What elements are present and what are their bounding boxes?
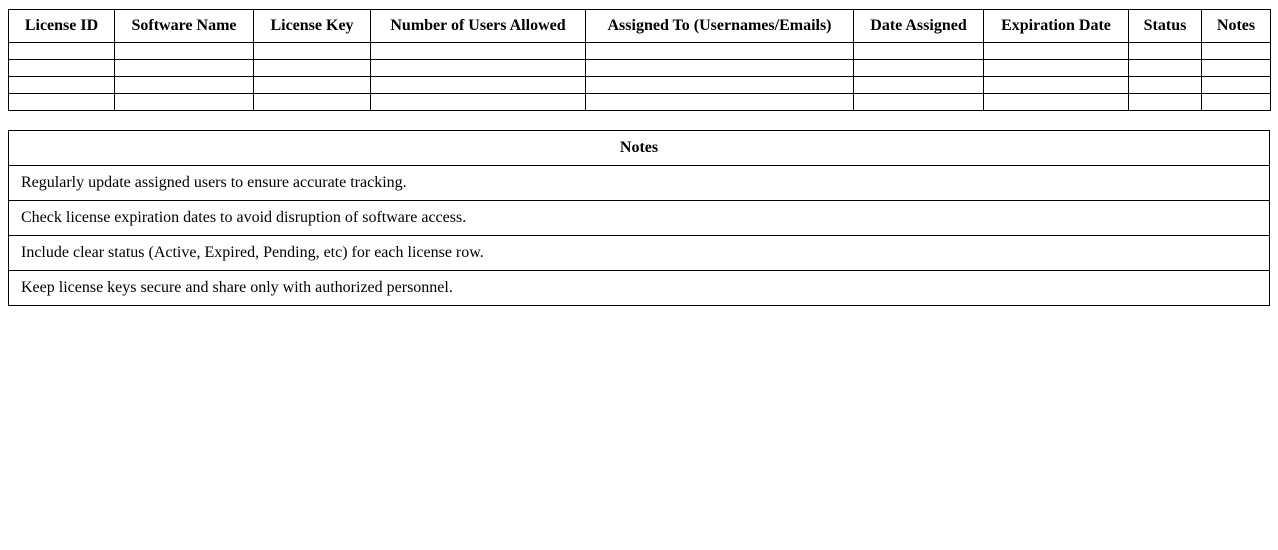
table-cell[interactable] [984, 43, 1129, 60]
table-cell[interactable] [1129, 94, 1202, 111]
table-cell[interactable] [854, 94, 984, 111]
table-row [9, 43, 1271, 60]
table-cell[interactable] [254, 60, 371, 77]
table-cell[interactable] [115, 77, 254, 94]
header-license-key: License Key [254, 10, 371, 43]
table-row [9, 77, 1271, 94]
notes-row [9, 236, 1270, 271]
table-cell[interactable] [115, 94, 254, 111]
table-cell[interactable] [9, 77, 115, 94]
header-software-name: Software Name [115, 10, 254, 43]
table-cell[interactable] [371, 94, 586, 111]
header-license-id: License ID [9, 10, 115, 43]
table-cell[interactable] [254, 94, 371, 111]
table-cell[interactable] [586, 94, 854, 111]
table-cell[interactable] [371, 77, 586, 94]
notes-title: Notes [9, 131, 1270, 166]
license-header-row [9, 10, 1271, 43]
notes-table [8, 130, 1270, 306]
notes-row [9, 201, 1270, 236]
table-cell[interactable] [254, 43, 371, 60]
table-cell[interactable] [9, 60, 115, 77]
table-cell[interactable] [854, 43, 984, 60]
table-cell[interactable] [586, 43, 854, 60]
table-cell[interactable] [586, 60, 854, 77]
header-assigned-to: Assigned To (Usernames/Emails) [586, 10, 854, 43]
table-cell[interactable] [1202, 77, 1271, 94]
notes-header-row [9, 131, 1270, 166]
table-cell[interactable] [371, 43, 586, 60]
note-item: Include clear status (Active, Expired, Pending, etc) for each license row. [9, 236, 1270, 271]
table-cell[interactable] [854, 60, 984, 77]
note-item: Check license expiration dates to avoid disruption of software access. [9, 201, 1270, 236]
table-cell[interactable] [1202, 60, 1271, 77]
table-cell[interactable] [9, 43, 115, 60]
table-cell[interactable] [371, 60, 586, 77]
table-cell[interactable] [1129, 43, 1202, 60]
table-cell[interactable] [115, 60, 254, 77]
note-item: Regularly update assigned users to ensure accurate tracking. [9, 166, 1270, 201]
table-cell[interactable] [586, 77, 854, 94]
notes-row [9, 166, 1270, 201]
note-item: Keep license keys secure and share only with authorized personnel. [9, 271, 1270, 306]
table-cell[interactable] [115, 43, 254, 60]
table-cell[interactable] [254, 77, 371, 94]
table-row [9, 94, 1271, 111]
table-cell[interactable] [984, 60, 1129, 77]
header-notes: Notes [1202, 10, 1271, 43]
table-cell[interactable] [854, 77, 984, 94]
notes-row [9, 271, 1270, 306]
table-cell[interactable] [1129, 77, 1202, 94]
table-cell[interactable] [1129, 60, 1202, 77]
header-number-of-users: Number of Users Allowed [371, 10, 586, 43]
table-cell[interactable] [9, 94, 115, 111]
table-cell[interactable] [1202, 43, 1271, 60]
header-expiration-date: Expiration Date [984, 10, 1129, 43]
header-date-assigned: Date Assigned [854, 10, 984, 43]
table-row [9, 60, 1271, 77]
table-cell[interactable] [1202, 94, 1271, 111]
table-cell[interactable] [984, 77, 1129, 94]
header-status: Status [1129, 10, 1202, 43]
license-table [8, 9, 1271, 111]
table-cell[interactable] [984, 94, 1129, 111]
